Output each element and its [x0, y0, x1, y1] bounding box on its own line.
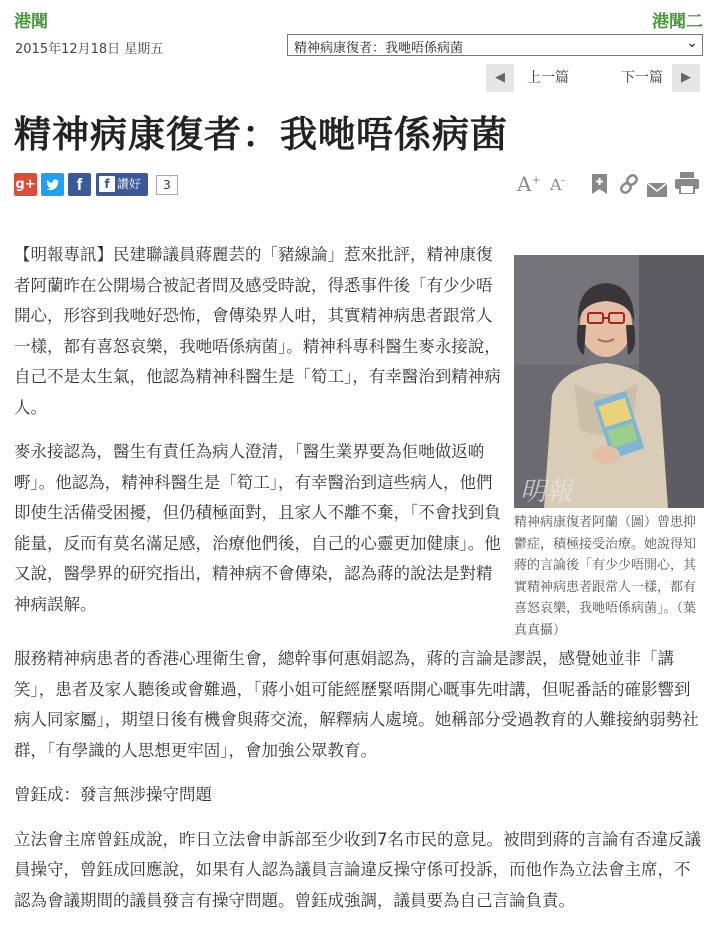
font-increase-icon[interactable]: A+	[517, 172, 541, 196]
article-paragraph: 【明報專訊】民建聯議員蔣麗芸的「豬線論」惹來批評，精神康復者阿蘭昨在公開場合被記者問及感受時說，得悉事件後「有少少唔開心，形容到我哋好恐怖，會傳染界人咁，其實精神病患者跟常人一樣，都有喜怒哀樂，我哋唔係病菌」。精神科專科醫生麥永接說，自己不是太生氣，他認為精神科醫生是「筍工」，有幸醫治到精神病人。	[14, 245, 501, 417]
article-paragraph: 立法會主席曾鈺成說，昨日立法會申訴部至少收到7名市民的意見。被問到蔣的言論有否違反議員操守，曾鈺成回應說，如果有人認為議員言論違反操守係可投訴，而他作為立法會主席，不認為會議期間的議員發言有操守問題。曾鈺成強調，議員要為自己言論負責。	[14, 829, 701, 910]
article-select-value: 精神病康復者：我哋唔係病菌	[294, 41, 464, 56]
prev-article-link[interactable]: 上一篇	[527, 70, 569, 86]
article-paragraph: 麥永接認為，醫生有責任為病人澄清，「醫生業界要為佢哋做返啲嘢」。他認為，精神科醫生是「筍工」，有幸醫治到這些病人，他們即使生活備受困擾，但仍積極面對，且家人不離不棄，「不會找到負能量，反而有莫名滿足感，治療他們後，自己的心靈更加健康」。他又說，醫學界的研究指出，精神病不會傳染，認為蔣的說法是對精神病誤解。	[14, 442, 501, 614]
next-article-link[interactable]: 下一篇	[621, 70, 663, 86]
facebook-like-button[interactable]	[96, 173, 148, 196]
print-icon[interactable]	[675, 172, 699, 199]
article-body	[14, 240, 506, 620]
like-label: 讚好	[117, 177, 142, 191]
article-paragraph: 服務精神病患者的香港心理衛生會，總幹事何惠娟認為，蔣的言論是謬誤，感覺她並非「講笑」，患者及家人聽後或會難過，「蔣小姐可能經歷緊唔開心嘅事先咁講，但呢番話的確影響到病人同家屬」，期望日後有機會與蔣交流，解釋病人處境。她稱部分受過教育的人難接納弱勢社群，「有學識的人思想更牢固」，會加強公眾教育。	[14, 649, 699, 760]
article-select[interactable]	[287, 34, 703, 56]
article-title: 精神病康復者：我哋唔係病菌	[14, 113, 508, 156]
subheading: 曾鈺成：發言無涉操守問題	[14, 785, 212, 804]
photo-caption: 精神病康復者阿蘭（圖）曾患抑鬱症，積極接受治療。她說得知蔣的言論後「有少少唔開心，其實精神病患者跟常人一樣，都有喜怒哀樂，我哋唔係病菌」。（葉真真攝）	[514, 515, 697, 638]
bookmark-icon[interactable]	[592, 174, 607, 199]
article-body-full	[14, 644, 706, 916]
google-plus-icon[interactable]: g+	[14, 173, 37, 196]
subsection-label[interactable]: 港聞二	[652, 12, 703, 32]
prev-arrow-button[interactable]: ◀	[486, 64, 514, 92]
facebook-icon[interactable]: f	[68, 173, 91, 196]
photo-watermark: 明報	[520, 477, 573, 507]
publish-date: 2015年12月18日 星期五	[15, 42, 164, 57]
twitter-icon[interactable]	[41, 173, 64, 196]
next-arrow-button[interactable]: ▶	[672, 64, 700, 92]
section-label[interactable]: 港聞	[14, 12, 48, 32]
link-icon[interactable]	[619, 174, 639, 199]
email-icon[interactable]	[647, 178, 667, 202]
article-photo	[514, 255, 704, 508]
facebook-small-icon: f	[99, 176, 115, 192]
font-decrease-icon[interactable]: A-	[550, 175, 565, 194]
chevron-down-icon: ⌄	[686, 35, 698, 51]
like-count: 3	[156, 175, 178, 195]
